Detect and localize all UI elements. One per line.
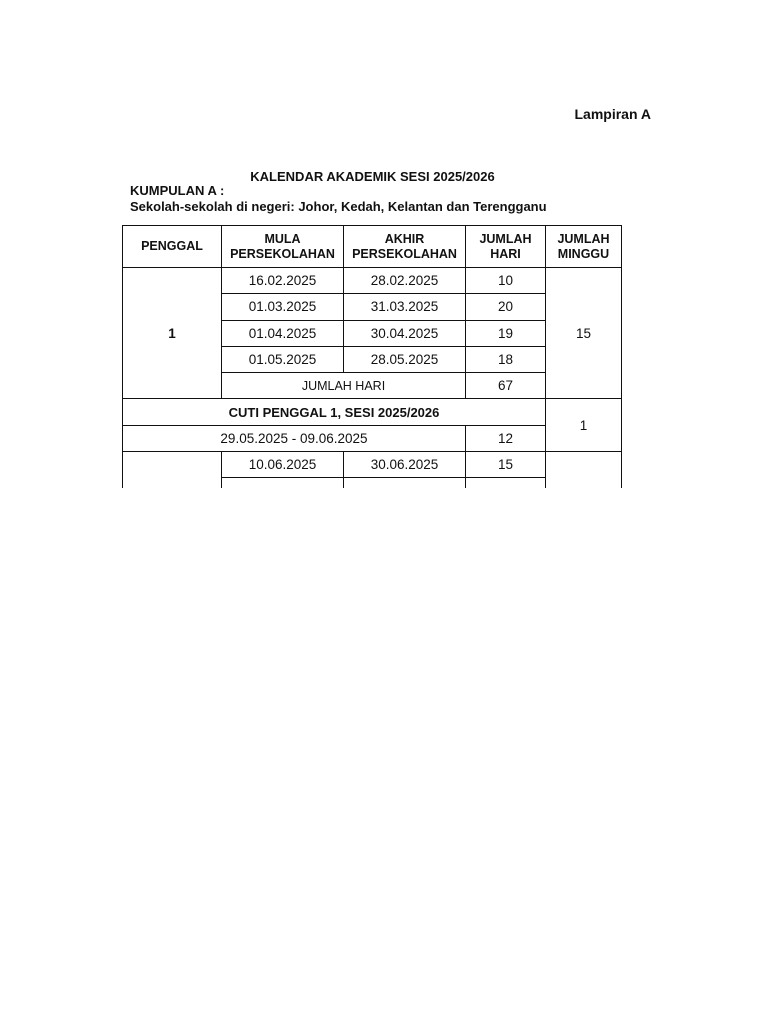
akhir-cell: [344, 478, 466, 488]
akhir-cell: 30.04.2025: [344, 320, 466, 346]
minggu-cell: [546, 452, 622, 488]
calendar-table-container: [122, 225, 622, 488]
cuti-minggu-cell: 1: [546, 399, 622, 452]
minggu-cell: 15: [546, 268, 622, 399]
akhir-cell: 31.03.2025: [344, 294, 466, 320]
cuti-hari: 12: [466, 425, 546, 451]
header-jumlah-hari: JUMLAH HARI: [466, 226, 546, 268]
header-mula: MULA PERSEKOLAHAN: [222, 226, 344, 268]
cuti-range: 29.05.2025 - 09.06.2025: [123, 425, 466, 451]
mula-cell: 01.03.2025: [222, 294, 344, 320]
hari-cell: 18: [466, 346, 546, 372]
header-penggal: PENGGAL: [123, 226, 222, 268]
mula-cell: 01.05.2025: [222, 346, 344, 372]
hari-cell: 15: [466, 452, 546, 478]
cuti-header-row: [123, 399, 622, 425]
appendix-label: Lampiran A: [574, 106, 651, 122]
header-row: [123, 226, 622, 268]
mula-cell: [222, 478, 344, 488]
header-jumlah-minggu: JUMLAH MINGGU: [546, 226, 622, 268]
jumlah-hari-value: 67: [466, 373, 546, 399]
penggal-2-cell: [123, 452, 222, 488]
hari-cell: [466, 478, 546, 488]
akhir-cell: 28.05.2025: [344, 346, 466, 372]
hari-cell: 20: [466, 294, 546, 320]
hari-cell: 19: [466, 320, 546, 346]
table-row: [123, 452, 622, 478]
group-label: KUMPULAN A :: [130, 183, 225, 198]
jumlah-hari-label: JUMLAH HARI: [222, 373, 466, 399]
table-row: [123, 268, 622, 294]
calendar-title: KALENDAR AKADEMIK SESI 2025/2026: [250, 169, 495, 184]
mula-cell: 01.04.2025: [222, 320, 344, 346]
states-line: Sekolah-sekolah di negeri: Johor, Kedah, Kelantan dan Terengganu: [130, 199, 547, 214]
cuti-label: CUTI PENGGAL 1, SESI 2025/2026: [123, 399, 546, 425]
akhir-cell: 30.06.2025: [344, 452, 466, 478]
mula-cell: 16.02.2025: [222, 268, 344, 294]
hari-cell: 10: [466, 268, 546, 294]
header-akhir: AKHIR PERSEKOLAHAN: [344, 226, 466, 268]
penggal-1-cell: 1: [123, 268, 222, 399]
akhir-cell: 28.02.2025: [344, 268, 466, 294]
calendar-table: [122, 225, 622, 488]
mula-cell: 10.06.2025: [222, 452, 344, 478]
